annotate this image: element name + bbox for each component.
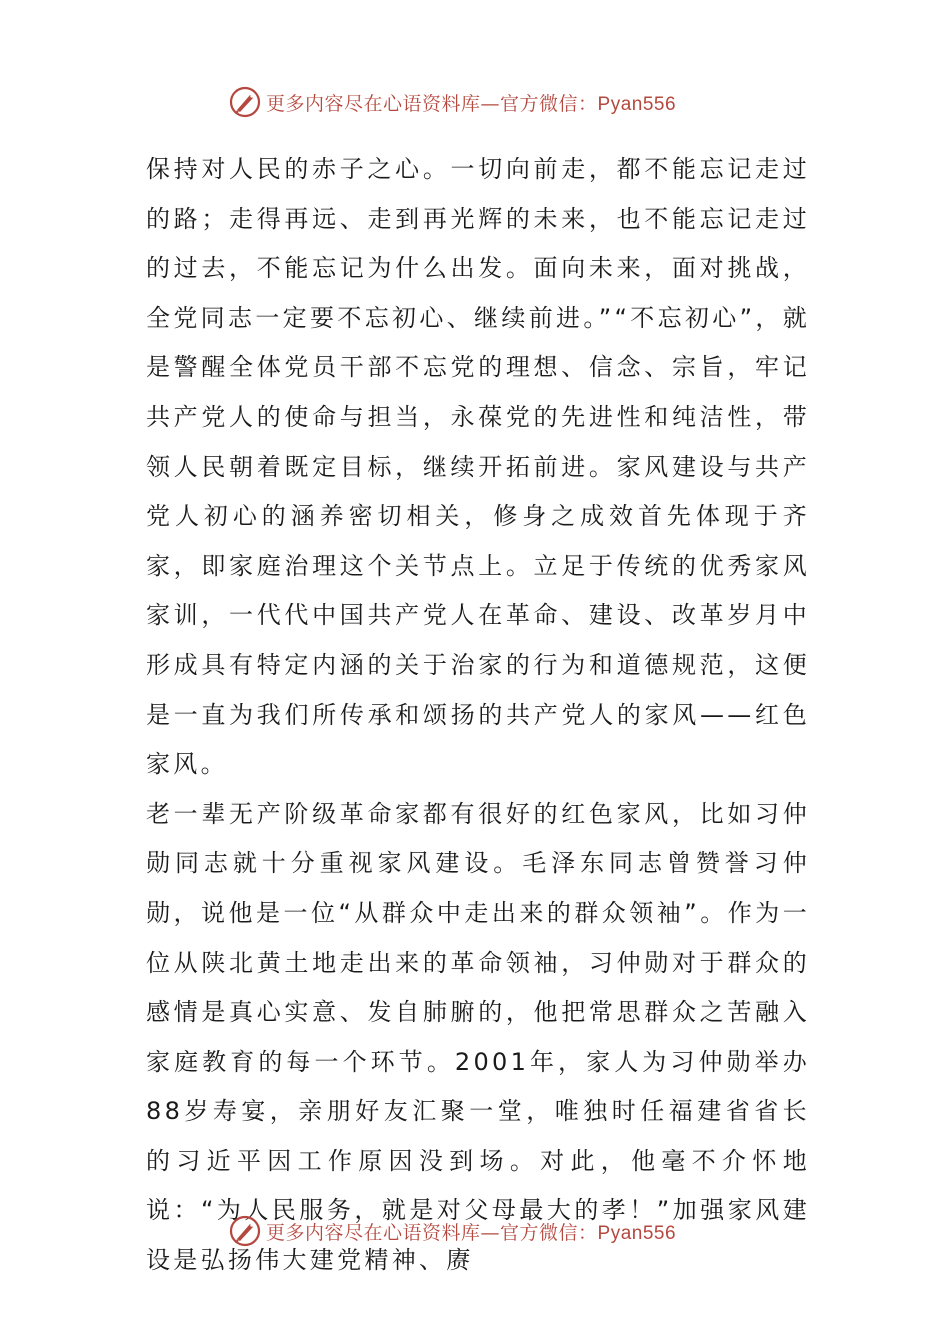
pen-nib-logo-icon — [228, 85, 262, 119]
paragraph-2: 老一辈无产阶级革命家都有很好的红色家风，比如习仲勋同志就十分重视家风建设。毛泽东同志曾赞誉习仲勋，说他是一位“从群众中走出来的群众领袖”。作为一位从陕北黄土地走出来的革命领袖，习仲勋对于群众的感情是真心实意、发自肺腑的，他把常思群众之苦融入家庭教育的每一个环节。2001年，家人为习仲勋举办88岁寿宴，亲朋好友汇聚一堂，唯独时任福建省省长的习近平因工作原因没到场。对此，他毫不介怀地说：“为人民服务，就是对父母最大的孝！”加强家风建设是弘扬伟大建党精神、赓 — [146, 799, 810, 1275]
header-promo-text: 更多内容尽在心语资料库—官方微信： — [266, 92, 598, 115]
document-body — [146, 145, 810, 1286]
header-wechat-id: Pyan556 — [597, 93, 677, 115]
paragraph-1: 保持对人民的赤子之心。一切向前走，都不能忘记走过的路；走得再远、走到再光辉的未来，也不能忘记走过的过去，不能忘记为什么出发。面向未来，面对挑战，全党同志一定要不忘初心、继续前进。”“不忘初心”，就是警醒全体党员干部不忘党的理想、信念、宗旨，牢记共产党人的使命与担当，永葆党的先进性和纯洁性，带领人民朝着既定目标，继续开拓前进。家风建设与共产党人初心的涵养密切相关，修身之成效首先体现于齐家，即家庭治理这个关节点上。立足于传统的优秀家风家训，一代代中国共产党人在革命、建设、改革岁月中形成具有特定内涵的关于治家的行为和道德规范，这便是一直为我们所传承和颂扬的共产党人的家风——红色家风。 — [146, 155, 810, 779]
header-banner-text — [266, 89, 676, 116]
footer-banner — [228, 1211, 748, 1251]
pen-nib-logo-icon — [228, 1214, 262, 1248]
footer-promo-text: 更多内容尽在心语资料库—官方微信： — [266, 1221, 598, 1244]
header-banner — [228, 82, 748, 122]
footer-wechat-id: Pyan556 — [597, 1222, 677, 1244]
footer-banner-text — [266, 1218, 676, 1245]
